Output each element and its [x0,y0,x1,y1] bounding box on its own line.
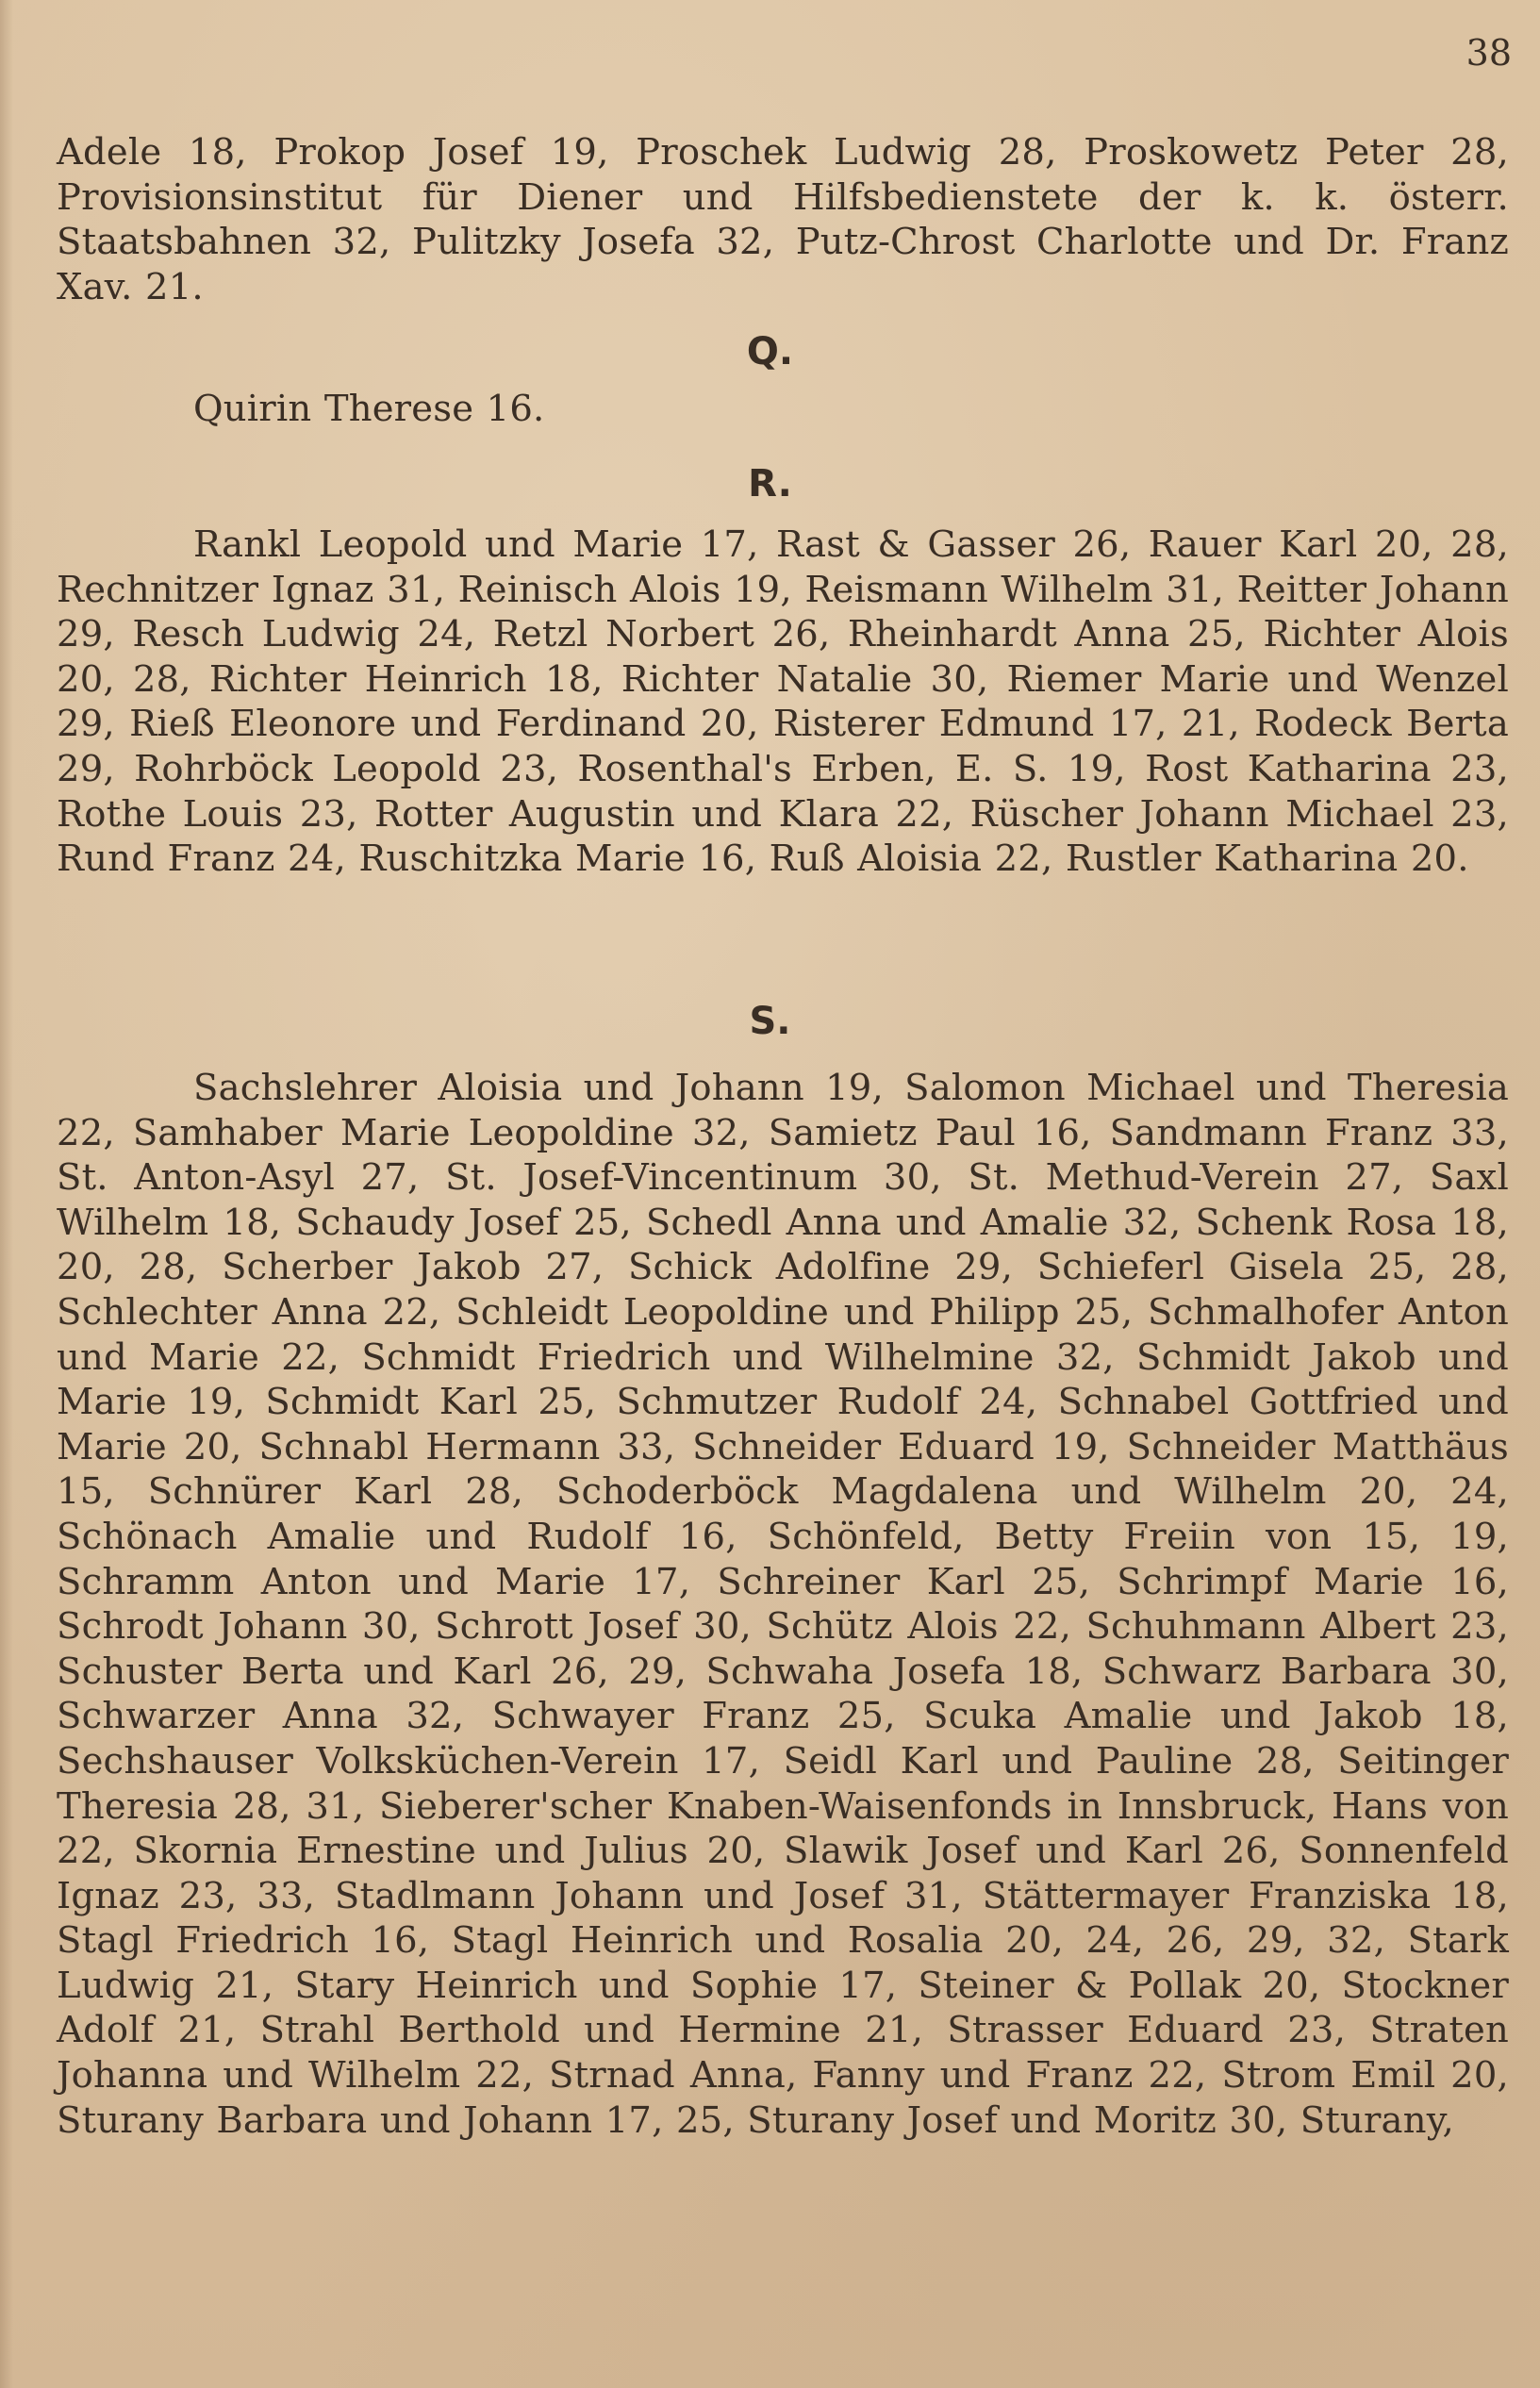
section-r-heading: R. [748,462,792,506]
section-s-heading: S. [749,1000,791,1043]
section-s-entries: Sachslehrer Aloisia und Johann 19, Salomon Michael und Theresia 22, Samhaber Marie Leopoldine 32, Samietz Paul 16, Sandmann Franz 33, St. Anton-Asyl 27, St. Josef-Vincentinum 30, St. Methud-Verein 27, Saxl Wilhelm 18, Schaudy Josef 25, Schedl Anna und Amalie 32, Schenk Rosa 18, 20, 28, Scherber Jakob 27, Schick Adolfine 29, Schieferl Gisela 25, 28, Schlechter Anna 22, Schleidt Leopoldine und Philipp 25, Schmalhofer Anton und Marie 22, Schmidt Friedrich und Wilhelmine 32, Schmidt Jakob und Marie 19, Schmidt Karl 25, Schmutzer Rudolf 24, Schnabel Gottfried und Marie 20, Schnabl Hermann 33, Schneider Eduard 19, Schneider Matthäus 15, Schnürer Karl 28, Schoderböck Magdalena und Wilhelm 20, 24, Schönach Amalie und Rudolf 16, Schönfeld, Betty Freiin von 15, 19, Schramm Anton und Marie 17, Schreiner Karl 25, Schrimpf Marie 16, Schrodt Johann 30, Schrott Josef 30, Schütz Alois 22, Schuhmann Albert 23, Schuster Berta und Karl 26, 29, Schwaha Josefa 18, Schwarz Barbara 30, Schwarzer Anna 32, Schwayer Franz 25, Scuka Amalie und Jakob 18, Sechshauser Volksküchen-Verein 17, Seidl Karl und Pauline 28, Seitinger Theresia 28, 31, Sieberer'scher Knaben-Waisenfonds in Innsbruck, Hans von 22, Skornia Ernestine und Julius 20, Slawik Josef und Karl 26, Sonnenfeld Ignaz 23, 33, Stadlmann Johann und Josef 31, Stättermayer Franziska 18, Stagl Friedrich 16, Stagl Heinrich und Rosalia 20, 24, 26, 29, 32, Stark Ludwig 21, Stary Heinrich und Sophie 17, Steiner & Pollak 20, Stockner Adolf 21, Strahl Berthold und Hermine 21, Strasser Eduard 23, Straten Johanna und Wilhelm 22, Strnad Anna, Fanny und Franz 22, Strom Emil 20, Sturany Barbara und Johann 17, 25, Sturany Josef und Moritz 30, Sturany, [57,1067,1509,2142]
section-q-heading: Q. [746,330,794,373]
page-number: 38 [1465,32,1512,74]
section-q-entries: Quirin Therese 16. [193,388,545,430]
section-p-entries: Adele 18, Prokop Josef 19, Proschek Ludwig 28, Proskowetz Peter 28, Provisionsinstitut für Diener und Hilfsbedienstete der k. k. österr. Staatsbahnen 32, Pulitzky Josefa 32, Putz-Chrost Charlotte und Dr. Franz Xav. 21. [57,131,1509,308]
section-r-entries: Rankl Leopold und Marie 17, Rast & Gasser 26, Rauer Karl 20, 28, Rechnitzer Ignaz 31, Reinisch Alois 19, Reismann Wilhelm 31, Reitter Johann 29, Resch Ludwig 24, Retzl Norbert 26, Rheinhardt Anna 25, Richter Alois 20, 28, Richter Heinrich 18, Richter Natalie 30, Riemer Marie und Wenzel 29, Rieß Eleonore und Ferdinand 20, Risterer Edmund 17, 21, Rodeck Berta 29, Rohrböck Leopold 23, Rosenthal's Erben, E. S. 19, Rost Katharina 23, Rothe Louis 23, Rotter Augustin und Klara 22, Rüscher Johann Michael 23, Rund Franz 24, Ruschitzka Marie 16, Ruß Aloisia 22, Rustler Katharina 20. [57,523,1509,881]
